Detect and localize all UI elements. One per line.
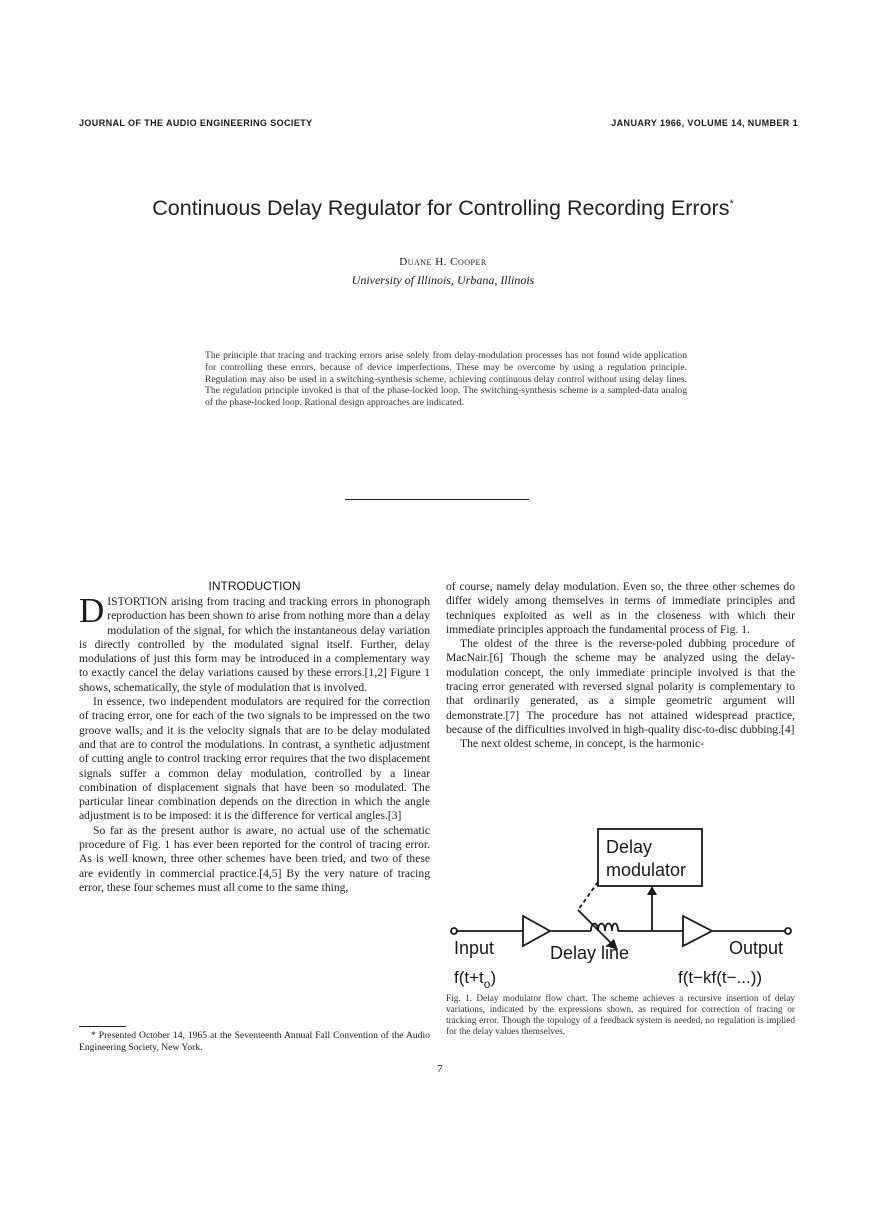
title-text: Continuous Delay Regulator for Controlling Recording Errors: [152, 196, 730, 220]
page-number: 7: [437, 1063, 443, 1075]
section-heading-introduction: INTRODUCTION: [208, 579, 301, 593]
delay-line-label: Delay line: [550, 943, 630, 963]
output-label: Output: [729, 938, 784, 958]
figure-caption: Fig. 1. Delay modulator flow chart. The scheme achieves a recursive insertion of delay variations, indicated by the expressions shown, as required for correction of tracing or tracking error. Though the topology of a feedback system is needed, no regulation is implied for the delay values themselves.: [446, 994, 795, 1037]
issue-running-head: JANUARY 1966, VOLUME 14, NUMBER 1: [611, 118, 798, 128]
author-affiliation: University of Illinois, Urbana, Illinois: [351, 273, 535, 287]
input-amplifier: [523, 916, 550, 946]
footnote: [79, 1030, 430, 1053]
box-label-line1: Delay: [606, 837, 653, 857]
footnote-rule: [79, 1026, 126, 1027]
title-footnote-mark: *: [729, 197, 734, 210]
author-name: Duane H. Cooper: [399, 256, 487, 268]
left-column: [79, 591, 430, 895]
box-label-line2: modulator: [606, 860, 687, 880]
feedback-arrowhead: [647, 886, 657, 895]
journal-running-head: JOURNAL OF THE AUDIO ENGINEERING SOCIETY: [79, 118, 313, 128]
paragraph: The next oldest scheme, in concept, is the harmonic-: [460, 737, 705, 751]
right-column: [446, 580, 795, 752]
paragraph: The oldest of the three is the reverse-poled dubbing procedure of MacNair.[6] Though the scheme may be analyzed using the delay-modulation concept, the only immediate principle involved is that the tracing error generated with reversed signal polarity is complementary to that ordinarily generated, as a simple geometric argument will demonstrate.[7] The procedure has not attained widespread practice, because of the difficulties involved in high-quality disc-to-disc dubbing.[4]: [446, 637, 795, 736]
output-expression: f(t−kf(t−...)): [678, 968, 763, 987]
output-amplifier: [683, 916, 712, 946]
abstract: The principle that tracing and tracking errors arise solely from delay-modulation processes has not found wide application for controlling these errors, because of device imperfections. These may be overcome by using a regulation principle. Regulation may also be used in a switching-synthesis scheme, achieving continuous delay control without using delay lines. The regulation principle invoked is that of the phase-locked loop. The switching-synthesis scheme is a sampled-data analog of the phase-locked loop. Rational design approaches are indicated.: [205, 350, 687, 409]
input-label: Input: [454, 938, 495, 958]
input-expression-subscript: o: [483, 977, 491, 991]
input-terminal: [451, 928, 457, 934]
footnote-text: * Presented October 14, 1965 at the Seventeenth Annual Fall Convention of the Audio Engineering Society, New York.: [79, 1030, 430, 1053]
figure-delay-modulator-diagram: [446, 826, 795, 994]
input-expression-main: f(t+t: [454, 968, 484, 987]
paragraph-text: ISTORTION arising from tracing and tracking errors in phonograph reproduction has been shown to arise from nothing more than a delay modulation of the signal, for which the instantaneous delay variation is directly controlled by the modulated signal itself. Further, delay modulations of just this form may be introduced in a complementary way to exactly cancel the delay variations caused by these errors.[1,2] Figure 1 shows, schematically, the style of modulation that is involved.: [79, 595, 430, 694]
input-expression-close: ): [490, 968, 497, 987]
paragraph: So far as the present author is aware, no actual use of the schematic procedure of Fig. 1 has ever been reported for the control of tracing error. As is well known, three other schemes have been tried, and two of these are evidently in commercial practice.[4,5] By the very nature of tracing error, these four schemes must all come to the same thing,: [79, 823, 430, 894]
input-expression: [454, 968, 496, 991]
control-dashed-line: [578, 882, 598, 910]
paragraph: of course, namely delay modulation. Even so, the three other schemes do differ widely among themselves in terms of immediate principles and techniques exploited as well as in the closeness with which their immediate principles approach the fundamental process of Fig. 1.: [446, 580, 795, 636]
separator-rule: [345, 499, 529, 500]
paragraph: In essence, two independent modulators are required for the correction of tracing error, one for each of the two signals to be impressed on the two groove walls, and it is the velocity signals that are to be delay modulated and that are to control the modulations. In contrast, a synthetic adjustment of cutting angle to control tracking error requires that the two displacement signals suffer a common delay modulation, controlled by a linear combination of displacement signals that have been so modulated. The particular linear combination depends on the direction in which the angle adjustment is to be imposed: it is the difference for vertical angles.[3]: [79, 695, 430, 823]
output-terminal: [785, 928, 791, 934]
paper-title: [0, 196, 886, 221]
variable-delay-arrow: [578, 910, 613, 945]
drop-cap: D: [79, 591, 105, 630]
paragraph: [79, 591, 430, 695]
